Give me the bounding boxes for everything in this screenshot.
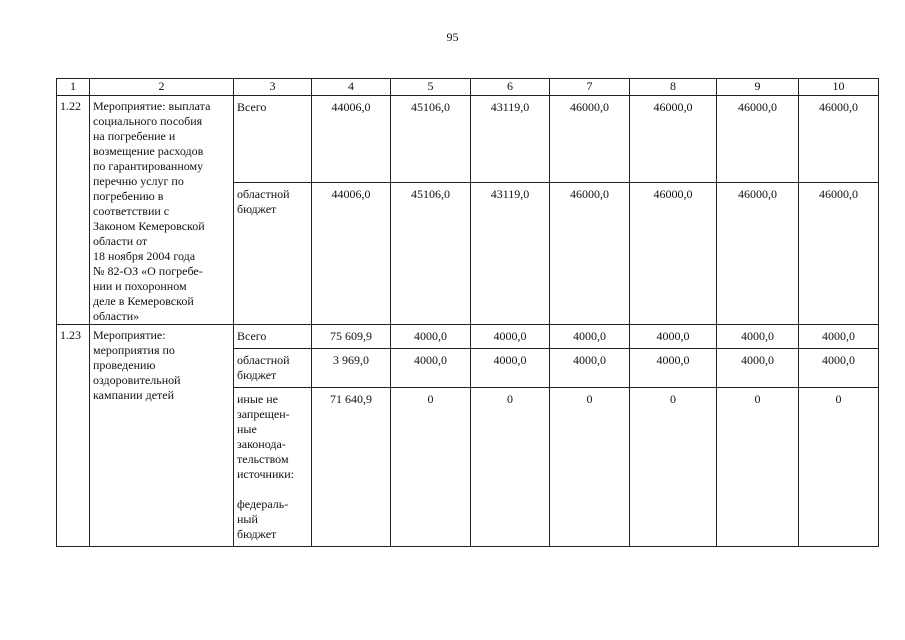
funding-source-label: законода-: [237, 437, 286, 451]
row-index-cell: 1.23: [57, 325, 90, 547]
column-number-cell: 3: [234, 79, 312, 96]
amount-cell: 4000,0: [717, 349, 799, 388]
description-line: мероприятия по: [93, 343, 175, 357]
funding-source-label: областной: [237, 353, 290, 367]
funding-source-label: областной: [237, 187, 290, 202]
amount-cell: 4000,0: [630, 325, 717, 349]
column-number-cell: 5: [391, 79, 471, 96]
funding-source-cell: [234, 349, 312, 388]
description-line: соответствии с: [93, 204, 170, 218]
amount-cell: 4000,0: [391, 325, 471, 349]
description-line: по гарантированному: [93, 159, 204, 173]
column-number-cell: 2: [90, 79, 234, 96]
amount-cell: 71 640,9: [312, 388, 391, 547]
amount-cell: 4000,0: [550, 349, 630, 388]
funding-source-cell: [234, 96, 312, 183]
column-number-cell: 6: [471, 79, 550, 96]
description-line: Мероприятие: выплата: [93, 99, 211, 113]
budget-table: [56, 78, 879, 547]
amount-cell: 0: [799, 388, 879, 547]
description-line: Мероприятие:: [93, 328, 166, 342]
description-line: перечню услуг по: [93, 174, 184, 188]
description-line: оздоровительной: [93, 373, 181, 387]
amount-cell: 3 969,0: [312, 349, 391, 388]
description-line: погребению в: [93, 189, 164, 203]
amount-cell: 46000,0: [799, 96, 879, 183]
amount-cell: 4000,0: [630, 349, 717, 388]
amount-cell: 46000,0: [550, 183, 630, 325]
funding-source-cell: [234, 325, 312, 349]
spacer: [237, 482, 308, 497]
funding-source-label: тельством: [237, 452, 289, 466]
funding-source-label: Всего: [237, 329, 267, 343]
funding-sub-source-label: федераль-: [237, 497, 289, 511]
amount-cell: 44006,0: [312, 96, 391, 183]
amount-cell: 46000,0: [799, 183, 879, 325]
funding-source-cell: [234, 183, 312, 325]
amount-cell: 4000,0: [471, 325, 550, 349]
amount-cell: 0: [550, 388, 630, 547]
amount-cell: 44006,0: [312, 183, 391, 325]
description-line: № 82-ОЗ «О погребе-: [93, 264, 203, 278]
amount-cell: 0: [630, 388, 717, 547]
description-line: области от: [93, 234, 148, 248]
funding-source-label: бюджет: [237, 368, 277, 382]
funding-source-label: источники:: [237, 467, 294, 481]
amount-cell: 46000,0: [630, 183, 717, 325]
amount-cell: 46000,0: [550, 96, 630, 183]
column-number-cell: 9: [717, 79, 799, 96]
measure-description-cell: [90, 325, 234, 547]
description-line: проведению: [93, 358, 156, 372]
amount-cell: 4000,0: [391, 349, 471, 388]
amount-cell: 43119,0: [471, 96, 550, 183]
funding-source-label: запрещен-: [237, 407, 290, 421]
amount-cell: 4000,0: [799, 349, 879, 388]
column-number-cell: 10: [799, 79, 879, 96]
funding-source-cell: [234, 388, 312, 547]
amount-cell: 0: [471, 388, 550, 547]
amount-cell: 0: [391, 388, 471, 547]
amount-cell: 45106,0: [391, 96, 471, 183]
column-number-cell: 4: [312, 79, 391, 96]
page-number: 95: [446, 30, 459, 44]
funding-sub-source-label: бюджет: [237, 527, 277, 541]
funding-source-label: Всего: [237, 100, 267, 114]
funding-sub-source-label: ный: [237, 512, 258, 526]
description-line: социального пособия: [93, 114, 203, 128]
row-index-cell: 1.22: [57, 96, 90, 325]
amount-cell: 43119,0: [471, 183, 550, 325]
amount-cell: 75 609,9: [312, 325, 391, 349]
amount-cell: 4000,0: [550, 325, 630, 349]
description-line: 18 ноября 2004 года: [93, 249, 196, 263]
column-number-cell: 7: [550, 79, 630, 96]
column-number-cell: 8: [630, 79, 717, 96]
table-row: [57, 96, 879, 183]
column-number-row: [57, 79, 879, 96]
description-line: возмещение расходов: [93, 144, 204, 158]
amount-cell: 46000,0: [717, 183, 799, 325]
description-line: кампании детей: [93, 388, 175, 402]
amount-cell: 4000,0: [799, 325, 879, 349]
amount-cell: 4000,0: [717, 325, 799, 349]
amount-cell: 45106,0: [391, 183, 471, 325]
description-line: нии и похоронном: [93, 279, 187, 293]
table-row: [57, 325, 879, 349]
amount-cell: 0: [717, 388, 799, 547]
description-line: деле в Кемеровской: [93, 294, 194, 308]
amount-cell: 46000,0: [717, 96, 799, 183]
funding-source-label: ные: [237, 422, 257, 436]
description-line: Законом Кемеровской: [93, 219, 205, 233]
measure-description-cell: [90, 96, 234, 325]
amount-cell: 4000,0: [471, 349, 550, 388]
description-line: на погребение и: [93, 129, 176, 143]
description-line: области»: [93, 309, 140, 323]
column-number-cell: 1: [57, 79, 90, 96]
funding-source-label: бюджет: [237, 202, 277, 217]
funding-source-label: иные не: [237, 392, 278, 406]
amount-cell: 46000,0: [630, 96, 717, 183]
